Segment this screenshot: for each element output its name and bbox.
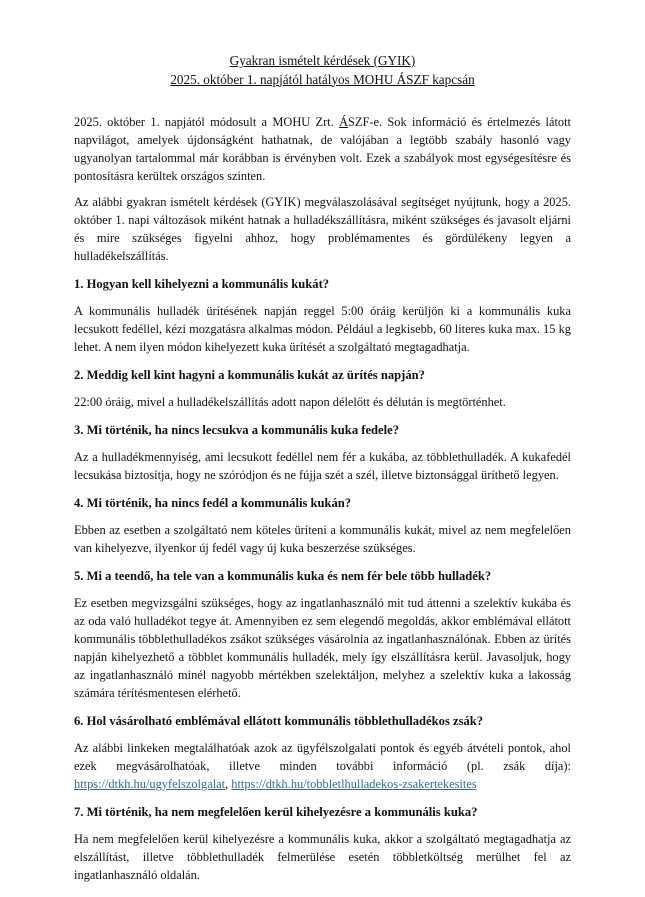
faq-answer: Ha nem megfelelően kerül kihelyezésre a kommunális kuka, akkor a szolgáltató megtagadhatja az elszállítást, illetve többlethulladék felmerülése esetén többletköltség merülhet fel az ingatlanhasználó oldalán. [74,832,571,882]
intro-p1-text-before: 2025. október 1. napjától módosult a MOHU Zrt. [74,115,340,129]
document-title [74,52,571,89]
title-line-1: Gyakran ismételt kérdések (GYIK) [229,53,416,68]
faq-question: 6. Hol vásárolható emblémával ellátott kommunális többlethulladékos zsák? [74,714,484,728]
link-separator: , [225,777,232,791]
faq-question: 7. Mi történik, ha nem megfelelően kerül kihelyezésre a kommunális kuka? [74,805,478,819]
faq-answer: Ez esetben megvizsgálni szükséges, hogy az ingatlanhasználó mit tud áttenni a szelektív kukába és az oda való hulladékot tegye át. Amennyiben ez sem elegendő megoldás, akkor emblémával ellátott kommunális többlethulladékos zsákot szükséges vásárolnia az ingatlanhasználónak. Ebben az ürítés napján kihelyezhető a többlet kommunális hulladék, mely így elszállításra kerül. Javasoljuk, hogy az ingatlanhasználó minél nagyobb mértékben szelektáljon, melyhez a szelektív kuka a lakosság számára térítésmentesen elérhető. [74,596,571,700]
intro-p1-underlined-letter: Á [339,115,349,129]
faq-question: 1. Hogyan kell kihelyezni a kommunális kukát? [74,277,330,291]
faq-question: 2. Meddig kell kint hagyni a kommunális kukát az ürítés napján? [74,368,425,382]
intro-p1-text-after: SZF-e. Sok információ és értelmezés látott napvilágot, amelyek újdonságként hathatnak, de valójában a legtöbb szabály hasonló vagy ugyanolyan tartalommal már korábban is érvényben volt. Ezek a szabályok most egységesítésre és pontosításra kerültek országos szinten. [74,115,571,183]
faq-item-3 [74,421,571,484]
faq-answer [74,739,571,793]
faq-item-1 [74,275,571,356]
faq-question: 5. Mi a teendő, ha tele van a kommunális kuka és nem fér bele több hulladék? [74,569,492,583]
faq-answer: Az a hulladékmennyiség, ami lecsukott fedéllel nem fér a kukába, az többlethulladék. A kukafedél lecsukása biztosítja, hogy ne szóródjon és ne fújja szét a szél, illetve biztonsággal üríthető legyen. [74,450,571,482]
faq-item-7 [74,803,571,884]
faq-item-6 [74,712,571,793]
faq-answer: A kommunális hulladék ürítésének napján reggel 5:00 óráig kerüljön ki a kommunális kuka lecsukott fedéllel, kézi mozgatásra alkalmas módon. Például a legkisebb, 60 literes kuka max. 15 kg lehet. A nem ilyen módon kihelyezett kuka ürítését a szolgáltató megtagadhatja. [74,304,571,354]
faq-question: 4. Mi történik, ha nincs fedél a kommunális kukán? [74,496,352,510]
extra-waste-bag-sales-link[interactable]: https://dtkh.hu/tobbletlhulladekos-zsakertekesites [231,777,477,791]
intro-paragraph-1 [74,113,571,185]
faq-item-2 [74,366,571,411]
faq-item-4 [74,494,571,557]
faq-answer: Ebben az esetben a szolgáltató nem köteles üríteni a kommunális kukát, mivel az nem megfelelően van kihelyezve, ilyenkor új fedél vagy új kuka beszerzése szükséges. [74,523,571,555]
customer-service-link[interactable]: https://dtkh.hu/ugyfelszolgalat [74,777,226,791]
intro-paragraph-2: Az alábbi gyakran ismételt kérdések (GYIK) megválaszolásával segítséget nyújtunk, hogy a 2025. október 1. napi változások miként hatnak a hulladékszállításra, miként szükséges és javasolt eljárni és mire szükséges figyelni ahhoz, hogy problémamentes és gördülékeny legyen a hulladékelszállítás. [74,195,571,263]
faq-answer-text: Az alábbi linkeken megtalálhatóak azok az ügyfélszolgalati pontok és egyéb átvételi pontok, ahol ezek megvásárolhatóak, illetve minden további információ (pl. zsák díja): [74,741,571,773]
faq-answer: 22:00 óráig, mivel a hulladékelszállítás adott napon délelőtt és délután is megtörténhet. [74,395,506,409]
title-line-2: 2025. október 1. napjától hatályos MOHU ÁSZF kapcsán [170,71,475,87]
faq-question: 3. Mi történik, ha nincs lecsukva a kommunális kuka fedele? [74,423,400,437]
document-page [74,52,571,892]
faq-item-5 [74,567,571,702]
